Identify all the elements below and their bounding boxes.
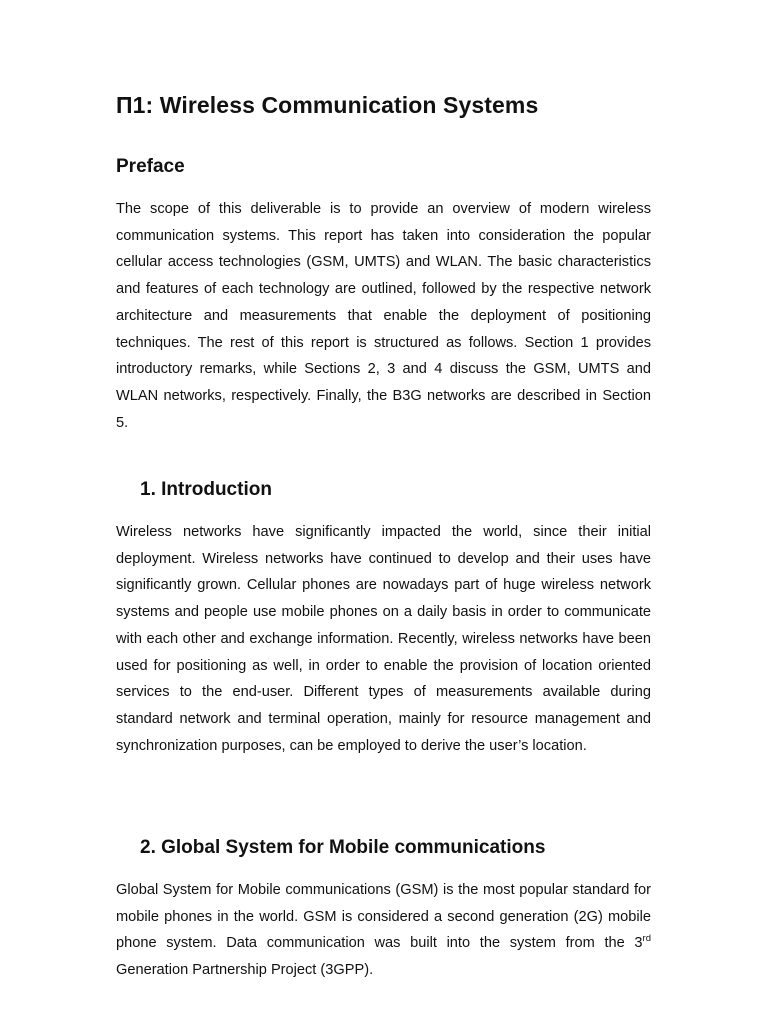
gsm-paragraph-text-end: Generation Partnership Project (3GPP).	[116, 962, 374, 979]
gsm-heading: 2. Global System for Mobile communications	[140, 837, 546, 858]
gsm-paragraph-text: Global System for Mobile communications (GSM) is the most popular standard for mobile phones in the world. GSM is considered a second generation (2G) mobile phone system. Data communication was built into the system from the 3	[116, 882, 651, 952]
document-title: П1: Wireless Communication Systems	[116, 92, 539, 118]
introduction-heading: 1. Introduction	[140, 479, 272, 500]
preface-heading: Preface	[116, 156, 185, 177]
ordinal-superscript: rd	[642, 933, 651, 945]
preface-paragraph: The scope of this deliverable is to provide an overview of modern wireless communication systems. This report has taken into consideration the popular cellular access technologies (GSM, UMTS) and WLAN. The basic characteristics and features of each technology are outlined, followed by the respective network architecture and measurements that enable the deployment of positioning techniques. The rest of this report is structured as follows. Section 1 provides introductory remarks, while Sections 2, 3 and 4 discuss the GSM, UMTS and WLAN networks, respectively. Finally, the B3G networks are described in Section 5.	[116, 201, 651, 431]
gsm-paragraph	[116, 877, 651, 984]
introduction-paragraph: Wireless networks have significantly impacted the world, since their initial deployment. Wireless networks have continued to develop and their uses have significantly grown. Cellular phones are nowadays part of huge wireless network systems and people use mobile phones on a daily basis in order to communicate with each other and exchange information. Recently, wireless networks have been used for positioning as well, in order to enable the provision of location oriented services to the end-user. Different types of measurements available during standard network and terminal operation, mainly for resource management and synchronization purposes, can be employed to derive the user’s location.	[116, 524, 651, 754]
